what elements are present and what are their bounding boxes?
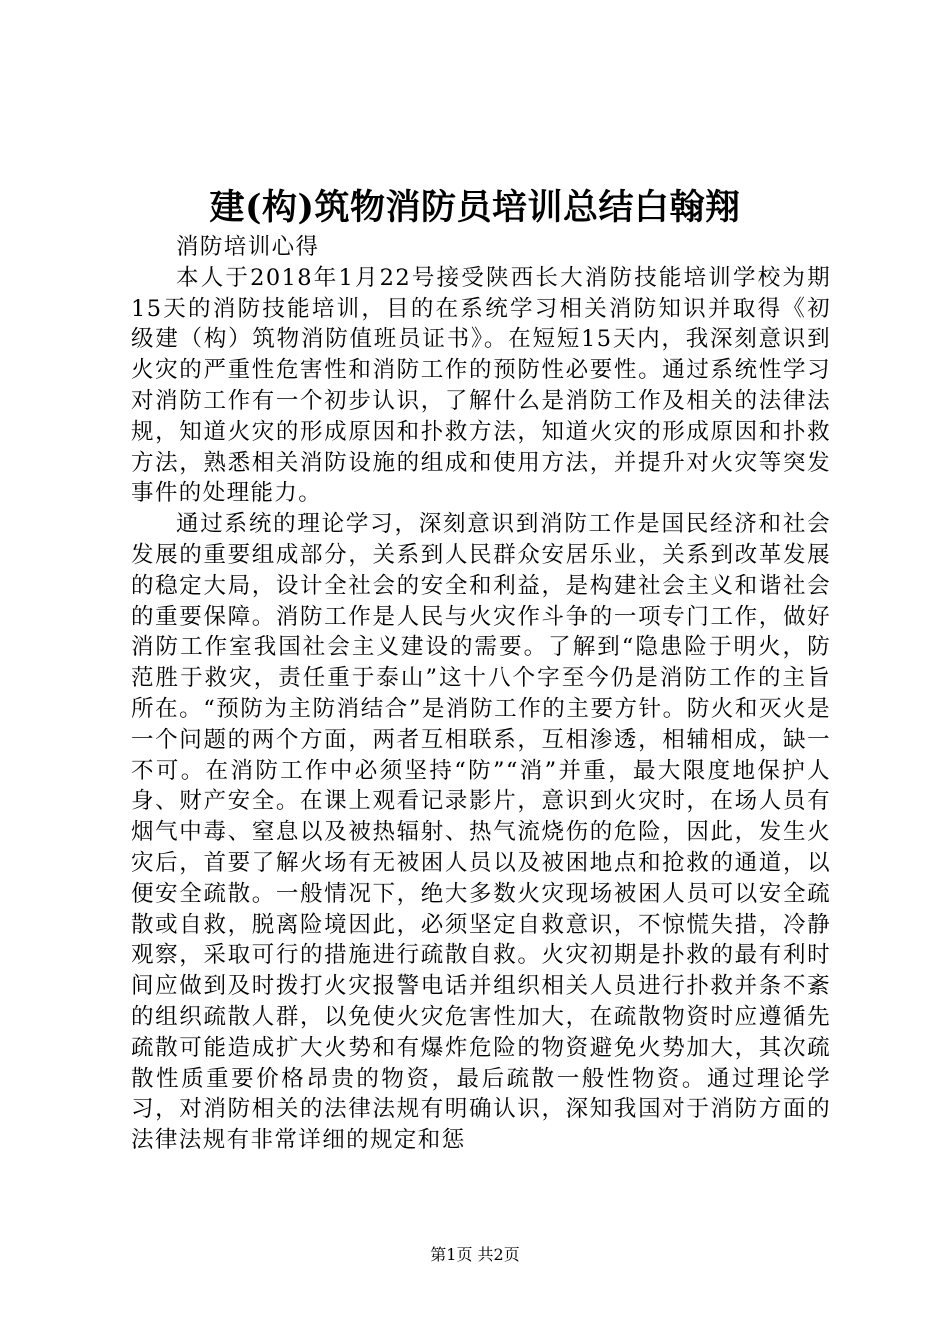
- document-body: [131, 232, 831, 1156]
- page-number-footer: 第1页 共2页: [430, 1245, 520, 1264]
- document-title: 建(构)筑物消防员培训总结白翰翔: [209, 187, 741, 228]
- paragraph-2: 通过系统的理论学习，深刻意识到消防工作是国民经济和社会发展的重要组成部分，关系到人民群众安居乐业，关系到改革发展的稳定大局，设计全社会的安全和利益，是构建社会主义和谐社会的重要保障。消防工作是人民与火灾作斗争的一项专门工作，做好消防工作室我国社会主义建设的需要。了解到“隐患险于明火，防范胜于救灾，责任重于泰山”这十八个字至今仍是消防工作的主旨所在。“预防为主防消结合”是消防工作的主要方针。防火和灭火是一个问题的两个方面，两者互相联系，互相渗透，相辅相成，缺一不可。在消防工作中必须坚持“防”“消”并重，最大限度地保护人身、财产安全。在课上观看记录影片，意识到火灾时，在场人员有烟气中毒、窒息以及被热辐射、热气流烧伤的危险，因此，发生火灾后，首要了解火场有无被困人员以及被困地点和抢救的通道，以便安全疏散。一般情况下，绝大多数火灾现场被困人员可以安全疏散或自救，脱离险境因此，必须坚定自救意识，不惊慌失措，冷静观察，采取可行的措施进行疏散自救。火灾初期是扑救的最有利时间应做到及时拨打火灾报警电话并组织相关人员进行扑救并条不紊的组织疏散人群，以免使火灾危害性加大，在疏散物资时应遵循先疏散可能造成扩大火势和有爆炸危险的物资避免火势加大，其次疏散性质重要价格昂贵的物资，最后疏散一般性物资。通过理论学习，对消防相关的法律法规有明确认识，深知我国对于消防方面的法律法规有非常详细的规定和惩: [131, 511, 831, 1154]
- paragraph-1: 本人于2018年1月22号接受陕西长大消防技能培训学校为期15天的消防技能培训，目的在系统学习相关消防知识并取得《初级建（构）筑物消防值班员证书》。在短短15天内，我深刻意识到火灾的严重性危害性和消防工作的预防性必要性。通过系统性学习对消防工作有一个初步认识，了解什么是消防工作及相关的法律法规，知道火灾的形成原因和扑救方法，知道火灾的形成原因和扑救方法，熟悉相关消防设施的组成和使用方法，并提升对火灾等突发事件的处理能力。: [131, 264, 831, 507]
- document-subtitle: 消防培训心得: [176, 234, 320, 260]
